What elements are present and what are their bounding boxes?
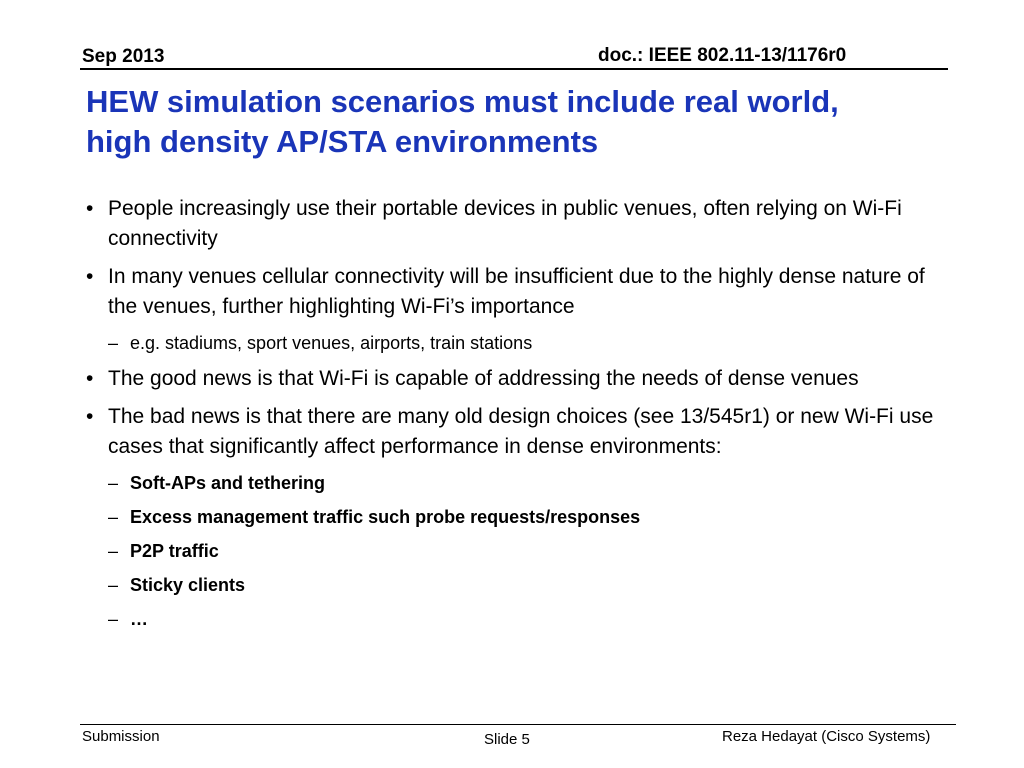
sub-bullet-item — [86, 572, 956, 598]
sub-bullet-text: Soft-APs and tethering — [130, 473, 326, 493]
footer-author: Reza Hedayat (Cisco Systems) — [722, 728, 931, 745]
bullet-item — [86, 262, 956, 322]
sub-bullet-marker: – — [108, 541, 119, 561]
sub-bullet-text: P2P traffic — [130, 541, 219, 561]
sub-bullet-item — [86, 330, 956, 356]
sub-bullet-item — [86, 504, 956, 530]
sub-bullet-text: … — [130, 609, 148, 629]
sub-bullet-item — [86, 470, 956, 496]
bullet-item — [86, 364, 956, 394]
sub-bullet-marker: – — [108, 575, 119, 595]
slide-title — [86, 82, 966, 162]
bullet-item — [86, 402, 956, 462]
header-doc-id: doc.: IEEE 802.11-13/1176r0 — [598, 45, 847, 66]
bullet-text: The good news is that Wi-Fi is capable of addressing the needs of dense venues — [108, 367, 859, 390]
bullet-marker: • — [86, 367, 94, 390]
footer-slide-number: Slide 5 — [484, 731, 530, 748]
sub-bullet-text: Excess management traffic such probe requests/responses — [130, 507, 641, 527]
header-date: Sep 2013 — [82, 46, 165, 67]
sub-bullet-marker: – — [108, 473, 119, 493]
bullet-text: People increasingly use their portable devices in public venues, often relying on Wi-Fi connectivity — [108, 197, 902, 250]
bullet-marker: • — [86, 265, 94, 288]
sub-bullet-text: e.g. stadiums, sport venues, airports, train stations — [130, 333, 533, 353]
bullet-item — [86, 194, 956, 254]
footer-divider — [80, 724, 956, 725]
sub-bullet-marker: – — [108, 507, 119, 527]
bullet-text: The bad news is that there are many old design choices (see 13/545r1) or new Wi-Fi use cases that significantly affect performance in dense environments: — [108, 405, 934, 458]
slide-title-line-2: high density AP/STA environments — [86, 124, 599, 159]
sub-bullet-text: Sticky clients — [130, 575, 246, 595]
slide-body — [86, 194, 956, 640]
header-divider — [80, 68, 948, 70]
slide-title-line-1: HEW simulation scenarios must include real world, — [86, 84, 839, 119]
bullet-text: In many venues cellular connectivity will be insufficient due to the highly dense nature of the venues, further highlighting Wi-Fi’s importance — [108, 265, 925, 318]
footer-submission: Submission — [82, 728, 160, 745]
sub-bullet-item — [86, 538, 956, 564]
sub-bullet-marker: – — [108, 609, 119, 629]
bullet-marker: • — [86, 197, 94, 220]
sub-bullet-marker: – — [108, 333, 119, 353]
sub-bullet-item — [86, 606, 956, 632]
bullet-marker: • — [86, 405, 94, 428]
